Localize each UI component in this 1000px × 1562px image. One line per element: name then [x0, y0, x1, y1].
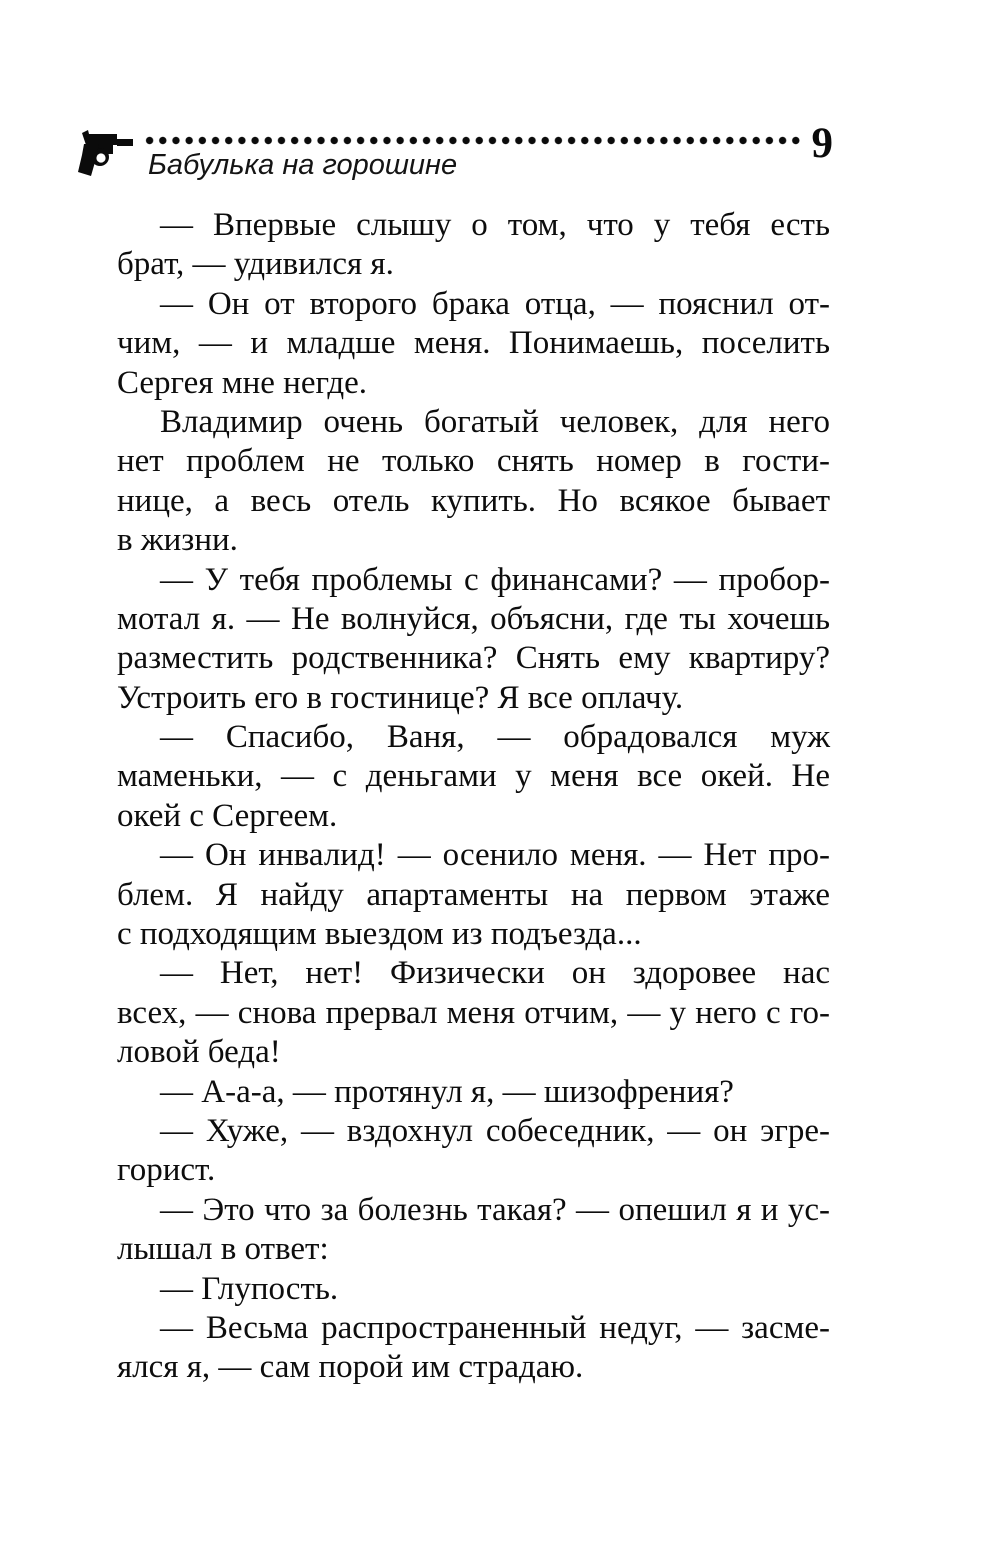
text-line: ловой беда! — [117, 1034, 281, 1071]
paragraph — [117, 561, 830, 719]
text-line: маменьки, — с деньгами у меня все окей. Не — [117, 758, 830, 795]
text-line: ялся я, — сам порой им страдаю. — [117, 1349, 584, 1386]
paragraph — [117, 1309, 830, 1388]
text-line: — Он от второго брака отца, — пояснил от- — [160, 285, 830, 322]
text-line: лышал в ответ: — [117, 1231, 329, 1268]
text-line: — Он инвалид! — осенило меня. — Нет про- — [160, 837, 830, 874]
paragraph — [117, 836, 830, 954]
text-line: — Хуже, — вздохнул собеседник, — он эгре- — [160, 1112, 830, 1149]
text-line: чим, — и младше меня. Понимаешь, поселить — [117, 325, 830, 362]
header-dotted-rule — [143, 136, 803, 145]
text-line: горист. — [117, 1152, 216, 1189]
text-line: нице, а весь отель купить. Но всякое бывает — [117, 482, 830, 519]
text-line: — У тебя проблемы с финансами? — пробор- — [160, 561, 830, 598]
text-line: нет проблем не только снять номер в гости- — [117, 443, 830, 480]
text-line: мотал я. — Не волнуйся, объясни, где ты хочешь — [117, 600, 830, 637]
text-line: в жизни. — [117, 522, 238, 559]
text-line: с подходящим выездом из подъезда... — [117, 916, 642, 953]
paragraph — [117, 718, 830, 836]
text-line: Сергея мне негде. — [117, 364, 368, 401]
text-line: блем. Я найду апартаменты на первом этаже — [117, 876, 830, 913]
paragraph — [117, 1270, 830, 1309]
paragraph — [117, 1073, 830, 1112]
paragraph — [117, 285, 830, 403]
paragraph — [117, 1191, 830, 1270]
paragraph — [117, 1112, 830, 1191]
text-line: — Нет, нет! Физически он здоровее нас — [160, 955, 830, 992]
page-number: 9 — [811, 120, 833, 167]
paragraph — [117, 206, 830, 285]
running-title: Бабулька на горошине — [148, 149, 458, 181]
page-text — [117, 206, 830, 1388]
text-line: — Глупость. — [160, 1270, 339, 1307]
text-line: — Весьма распространенный недуг, — засме- — [160, 1309, 830, 1346]
paragraph — [117, 954, 830, 1072]
running-head — [0, 0, 1000, 200]
text-line: Устроить его в гостинице? Я все оплачу. — [117, 679, 684, 716]
text-line: разместить родственника? Снять ему квартиру? — [117, 640, 830, 677]
text-line: всех, — снова прервал меня отчим, — у него с го- — [117, 994, 830, 1031]
text-line: окей с Сергеем. — [117, 797, 338, 834]
text-line: — А-а-а, — протянул я, — шизофрения? — [160, 1073, 734, 1110]
paragraph — [117, 403, 830, 561]
text-line: — Впервые слышу о том, что у тебя есть — [160, 207, 830, 243]
text-line: — Спасибо, Ваня, — обрадовался муж — [160, 719, 830, 756]
text-line: — Это что за болезнь такая? — опешил я и ус- — [160, 1191, 830, 1228]
pistol-icon — [76, 129, 134, 179]
text-line: Владимир очень богатый человек, для него — [160, 403, 830, 440]
text-line: брат, — удивился я. — [117, 246, 394, 283]
